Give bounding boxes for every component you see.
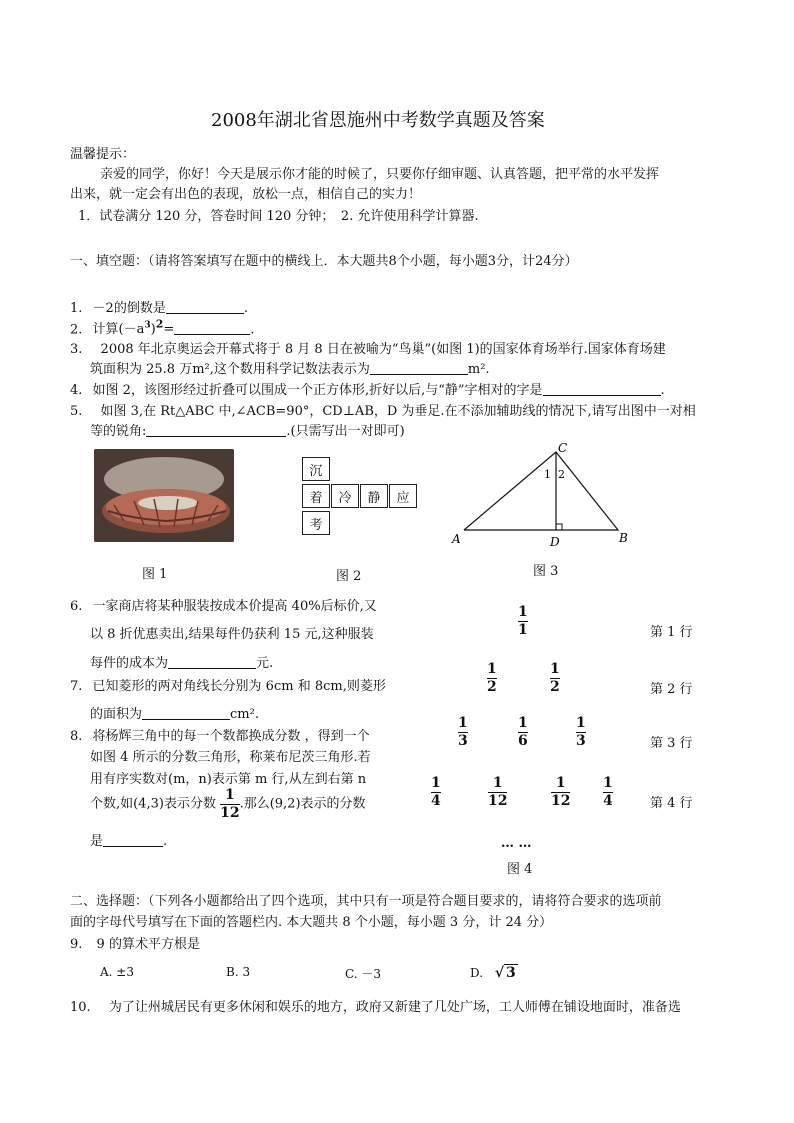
denominator: 3	[458, 732, 468, 749]
answer-blank[interactable]	[174, 322, 250, 335]
question-text: 用有序实数对(m，n)表示第 m 行,从左到右第 n	[90, 772, 367, 787]
answer-blank[interactable]	[543, 383, 661, 396]
expr: =	[163, 322, 175, 338]
angle-2-label: 2	[558, 468, 565, 481]
question-8	[70, 725, 370, 744]
tips-line: 亲爱的同学，你好！今天是展示你才能的时候了，只要你仔细审题、认真答题，把平常的水平发挥	[100, 167, 660, 182]
triangle-fraction	[487, 662, 497, 694]
question-text: 如图 4 所示的分数三角形，称莱布尼茨三角形.若	[90, 750, 371, 765]
triangle-fraction	[458, 716, 468, 748]
numerator: 1	[518, 715, 528, 731]
triangle-fraction	[518, 716, 528, 748]
question-text: 2008 年北京奥运会开幕式将于 8 月 8 日在被喻为“鸟巢”(如图 1)的国家体育场举行.国家体育场建	[100, 342, 666, 357]
denominator: 4	[603, 792, 613, 809]
net-cell: 冷	[331, 484, 359, 508]
exponent: 3	[144, 321, 151, 331]
option-d[interactable]	[470, 965, 518, 981]
vertex-d-label: D	[550, 535, 560, 549]
question-text: 等的锐角:	[90, 424, 147, 439]
tips-rules: 1．试卷满分 120 分，答卷时间 120 分钟； 2. 允许使用科学计算器.	[78, 209, 479, 224]
question-number: 1.	[70, 301, 83, 316]
triangle-fraction	[550, 662, 560, 694]
question-text: 是	[90, 834, 104, 849]
triangle-fraction	[603, 776, 613, 808]
question-number: 8.	[70, 729, 83, 744]
question-text	[92, 318, 175, 338]
question-text: 个数,如(4,3)表示分数	[90, 796, 216, 812]
triangle-fraction	[518, 605, 528, 637]
punct: .	[660, 383, 665, 398]
question-7	[70, 675, 386, 694]
question-text: 如图 3,在 Rt△ABC 中,∠ACB=90°，CD⊥AB，D 为垂足.在不添加辅助线的情况下,请写出图中一对相	[100, 404, 696, 419]
option-a[interactable]: A. ±3	[100, 965, 134, 979]
answer-blank[interactable]	[168, 656, 256, 669]
expr: 计算(－a	[92, 322, 145, 338]
exponent: 2	[155, 318, 164, 331]
answer-blank[interactable]	[142, 707, 230, 720]
question-9	[70, 933, 200, 952]
numerator: 1	[550, 661, 560, 677]
section-heading: 二、选择题：（下列各小题都给出了四个选项，其中只有一项是符合题目要求的，请将符合要求的选项前	[70, 894, 662, 909]
question-text: 为了让州城居民有更多休闲和娱乐的地方，政府又新建了几处广场，工人师傅在铺设地面时，准备选	[108, 1000, 681, 1015]
question-text: 以 8 折优惠卖出,结果每件仍获利 15 元,这种服装	[90, 627, 374, 642]
question-text: 9 的算术平方根是	[96, 937, 200, 952]
question-number: 4.	[70, 383, 83, 398]
triangle-fraction	[551, 776, 570, 808]
question-text: 一家商店将某种服装按成本价提高 40%后标价,又	[92, 599, 377, 614]
answer-blank[interactable]	[370, 362, 468, 375]
tips-line: 出来，就一定会有出色的表现，放松一点，相信自己的实力！	[70, 187, 422, 202]
question-text: 将杨辉三角中的每一个数都换成分数 ，得到一个	[92, 729, 370, 744]
option-c[interactable]: C. －3	[345, 967, 382, 981]
punct: m².	[467, 362, 490, 377]
example-fraction	[220, 788, 239, 820]
question-6-line3	[90, 652, 273, 671]
vertex-a-label: A	[452, 532, 461, 546]
triangle-fraction	[431, 776, 441, 808]
question-number: 5.	[70, 404, 83, 419]
punct: cm².	[230, 707, 259, 722]
figure-caption: 图 2	[336, 569, 362, 584]
question-8-line4	[90, 788, 366, 820]
denominator: 12	[488, 792, 508, 809]
question-number: 6.	[70, 599, 83, 614]
question-text: 筑面积为 25.8 万m²,这个数用科学记数法表示为	[90, 362, 370, 377]
question-6	[70, 595, 377, 614]
question-1	[70, 297, 248, 316]
question-text: 已知菱形的两对角线长分别为 6cm 和 8cm,则菱形	[92, 679, 386, 694]
answer-blank[interactable]	[166, 301, 244, 314]
numerator: 1	[458, 715, 468, 731]
question-number: 9.	[70, 937, 83, 952]
right-triangle-figure	[450, 440, 640, 550]
question-3	[70, 338, 666, 357]
net-cell: 着	[302, 484, 330, 508]
section-heading: 面的字母代号填写在下面的答题栏内. 本大题共 8 个小题，每小题 3 分，计 24 分）	[70, 915, 553, 930]
section-heading: 一、填空题：（请将答案填写在题中的横线上．本大题共8个小题，每小题3分，计24分）	[70, 254, 578, 269]
numerator: 1	[555, 775, 566, 791]
vertex-b-label: B	[619, 531, 628, 545]
row-label: 第 4 行	[650, 796, 693, 811]
denominator: 6	[518, 732, 528, 749]
vertex-c-label: C	[558, 441, 568, 455]
punct: 元.	[256, 656, 274, 671]
angle-1-label: 1	[544, 468, 551, 481]
option-b[interactable]: B. 3	[226, 965, 251, 979]
row-label: 第 3 行	[650, 736, 693, 751]
question-text: 的面积为	[90, 707, 143, 722]
option-label: D.	[470, 966, 484, 980]
numerator: 1	[603, 775, 613, 791]
birds-nest-image	[94, 449, 234, 542]
numerator: 1	[431, 775, 441, 791]
punct: .	[163, 834, 168, 849]
question-number: 10.	[70, 1000, 91, 1015]
net-cell: 静	[360, 484, 388, 508]
triangle-fraction	[488, 776, 507, 808]
expr: )	[150, 322, 156, 338]
numerator: 1	[487, 661, 497, 677]
denominator: 3	[576, 732, 586, 749]
ellipsis: … …	[501, 836, 532, 851]
question-number: 3.	[70, 342, 83, 357]
answer-blank[interactable]	[146, 424, 286, 437]
question-text: .(只需写出一对即可)	[286, 424, 405, 439]
denominator: 12	[220, 804, 240, 821]
punct: .	[250, 322, 255, 338]
net-cell: 应	[389, 484, 417, 508]
question-text: .那么(9,2)表示的分数	[239, 796, 366, 812]
denominator: 12	[551, 792, 571, 809]
tips-heading: 温馨提示：	[70, 147, 136, 162]
numerator: 1	[576, 715, 586, 731]
denominator: 1	[518, 621, 528, 638]
question-2	[70, 318, 254, 337]
question-number: 7.	[70, 679, 83, 694]
numerator: 1	[224, 787, 235, 803]
question-5	[70, 400, 696, 419]
question-5-line2	[90, 420, 405, 439]
triangle-fraction	[576, 716, 586, 748]
answer-blank[interactable]	[103, 834, 163, 847]
denominator: 2	[550, 678, 560, 695]
denominator: 4	[431, 792, 441, 809]
question-4	[70, 379, 665, 398]
numerator: 1	[492, 775, 503, 791]
question-text: 每件的成本为	[90, 656, 169, 671]
punct: .	[243, 301, 248, 316]
question-8-line5	[90, 830, 167, 849]
question-7-line2	[90, 703, 259, 722]
row-label: 第 2 行	[650, 682, 693, 697]
question-number: 2.	[70, 322, 83, 338]
question-text: 如图 2，该图形经过折叠可以围成一个正方体形,折好以后,与“静”字相对的字是	[92, 383, 543, 398]
numerator: 1	[518, 604, 528, 620]
figure-caption: 图 3	[533, 564, 559, 579]
figure-caption: 图 1	[142, 567, 168, 582]
question-10	[70, 996, 681, 1015]
net-cell-bottom: 考	[302, 511, 330, 535]
radicand: 3	[506, 965, 516, 981]
question-text: －2的倒数是	[92, 301, 166, 316]
birds-nest-photo	[94, 449, 234, 542]
sqrt-expression: √ 3	[494, 965, 516, 981]
net-cell-top: 沉	[302, 457, 330, 481]
figure-caption: 图 4	[507, 862, 533, 877]
question-3-line2	[90, 358, 490, 377]
page-title: 2008年湖北省恩施州中考数学真题及答案	[211, 110, 545, 131]
row-label: 第 1 行	[650, 625, 693, 640]
denominator: 2	[487, 678, 497, 695]
